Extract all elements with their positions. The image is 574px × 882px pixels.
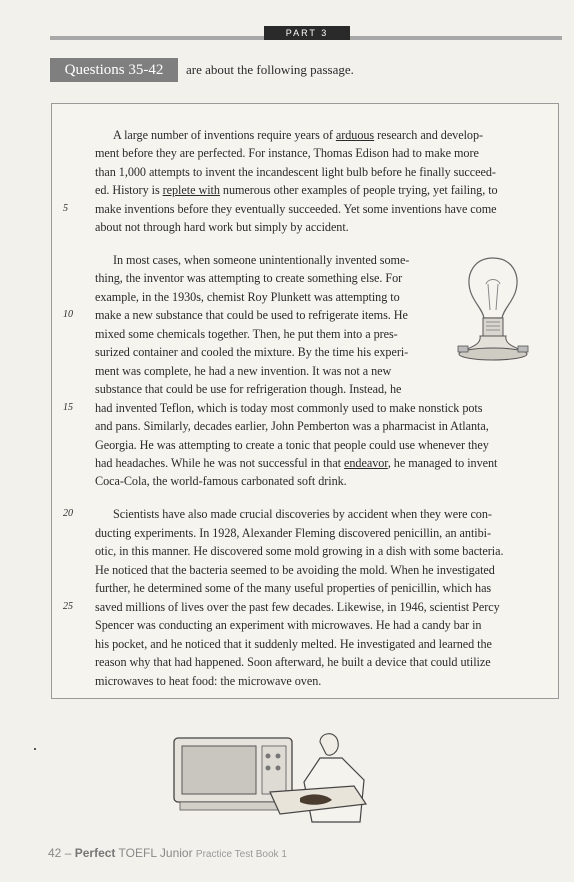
light-bulb-illustration bbox=[452, 254, 534, 366]
line-segment: Georgia. He was attempting to create a tonic that people could use whenever they bbox=[95, 438, 489, 452]
margin-mark bbox=[34, 748, 36, 750]
part-label: PART 3 bbox=[264, 26, 350, 40]
questions-badge: Questions 35-42 bbox=[50, 58, 178, 82]
passage-line bbox=[95, 288, 400, 306]
line-segment: ment was complete, he had a new invention. It was not a new bbox=[95, 364, 392, 378]
passage-line bbox=[95, 454, 497, 472]
line-segment: numerous other examples of people trying, yet failing, to bbox=[219, 183, 498, 197]
line-segment: had headaches. While he was not successful in that bbox=[95, 456, 345, 470]
line-segment: , he managed to invent bbox=[387, 456, 498, 470]
passage-line bbox=[95, 269, 402, 287]
line-number: 10 bbox=[63, 309, 73, 320]
line-segment: example, in the 1930s, chemist Roy Plunkett was attempting to bbox=[95, 290, 400, 304]
line-segment: A large number of inventions require years of bbox=[113, 128, 336, 142]
line-segment: ment before they are perfected. For instance, Thomas Edison had to make more bbox=[95, 146, 479, 160]
line-segment: surized container and cooled the mixture. By the time his experi- bbox=[95, 345, 409, 359]
line-segment: Spencer was conducting an experiment with microwaves. He had a candy bar in bbox=[95, 618, 482, 632]
passage-line bbox=[95, 380, 401, 398]
passage-line bbox=[95, 417, 489, 435]
passage-line bbox=[95, 218, 349, 236]
footer-brand: Perfect bbox=[74, 846, 116, 860]
line-segment: research and develop- bbox=[374, 128, 484, 142]
questions-intro: are about the following passage. bbox=[186, 62, 354, 77]
footer-title: TOEFL Junior bbox=[118, 846, 193, 860]
passage-line bbox=[113, 505, 492, 523]
passage-line bbox=[95, 306, 408, 324]
line-segment: had invented Teflon, which is today most commonly used to make nonstick pots bbox=[95, 401, 483, 415]
passage-line bbox=[95, 672, 321, 690]
passage-line bbox=[95, 362, 391, 380]
line-segment: thing, the inventor was attempting to create something else. For bbox=[95, 271, 403, 285]
underlined-word: replete with bbox=[162, 183, 220, 197]
line-segment: than 1,000 attempts to invent the incandescent light bulb before he finally succeed- bbox=[95, 165, 496, 179]
passage-line bbox=[113, 251, 409, 269]
passage-line bbox=[95, 616, 481, 634]
line-segment: Scientists have also made crucial discoveries by accident when they were con- bbox=[113, 507, 492, 521]
line-segment: microwaves to heat food: the microwave oven. bbox=[95, 674, 322, 688]
line-segment: In most cases, when someone unintentionally invented some- bbox=[113, 253, 410, 267]
line-number: 15 bbox=[63, 402, 73, 413]
microwave-scientist-illustration bbox=[170, 722, 398, 830]
line-segment: make a new substance that could be used to refrigerate items. He bbox=[95, 308, 408, 322]
underlined-word: endeavor bbox=[344, 456, 388, 470]
footer-separator: – bbox=[64, 846, 72, 860]
line-segment: further, he determined some of the many useful properties of penicillin, which has bbox=[95, 581, 492, 595]
passage-line bbox=[95, 399, 482, 417]
page-footer bbox=[48, 846, 287, 860]
passage-line bbox=[95, 163, 496, 181]
passage-line bbox=[95, 561, 495, 579]
line-segment: mixed some chemicals together. Then, he put them into a pres- bbox=[95, 327, 398, 341]
line-segment: saved millions of lives over the past few decades. Likewise, in 1946, scientist Percy bbox=[95, 600, 500, 614]
line-segment: Coca-Cola, the world-famous carbonated soft drink. bbox=[95, 474, 347, 488]
line-number: 25 bbox=[63, 601, 73, 612]
passage-line bbox=[95, 598, 500, 616]
passage-line bbox=[95, 579, 491, 597]
line-segment: He noticed that the bacteria seemed to be avoiding the mold. When he investigated bbox=[95, 563, 495, 577]
passage-line bbox=[95, 542, 503, 560]
passage-line bbox=[95, 144, 479, 162]
line-segment: and pans. Similarly, decades earlier, John Pemberton was a pharmacist in Atlanta, bbox=[95, 419, 489, 433]
line-segment: reason why that had happened. Soon afterward, he built a device that could utilize bbox=[95, 655, 491, 669]
passage-line bbox=[113, 126, 483, 144]
passage-line bbox=[95, 635, 492, 653]
line-segment: his pocket, and he noticed that it suddenly melted. He investigated and learned the bbox=[95, 637, 492, 651]
line-number: 20 bbox=[63, 508, 73, 519]
footer-subtitle: Practice Test Book 1 bbox=[195, 849, 287, 860]
line-segment: make inventions before they eventually succeeded. Yet some inventions have come bbox=[95, 202, 497, 216]
line-segment: ed. History is bbox=[95, 183, 163, 197]
underlined-word: arduous bbox=[335, 128, 375, 142]
passage-line bbox=[95, 200, 497, 218]
passage-line bbox=[95, 343, 408, 361]
passage-line bbox=[95, 436, 489, 454]
passage-line bbox=[95, 653, 491, 671]
passage-line bbox=[95, 524, 491, 542]
line-segment: otic, in this manner. He discovered some mold growing in a dish with some bacteria. bbox=[95, 544, 504, 558]
line-segment: ducting experiments. In 1928, Alexander Fleming discovered penicillin, an antibi- bbox=[95, 526, 492, 540]
page-number: 42 bbox=[48, 846, 62, 860]
passage-line bbox=[95, 472, 347, 490]
passage-line bbox=[95, 325, 398, 343]
line-segment: substance that could be use for refrigeration though. Instead, he bbox=[95, 382, 402, 396]
line-segment: about not through hard work but simply by accident. bbox=[95, 220, 349, 234]
passage-line bbox=[95, 181, 498, 199]
line-number: 5 bbox=[63, 203, 68, 214]
